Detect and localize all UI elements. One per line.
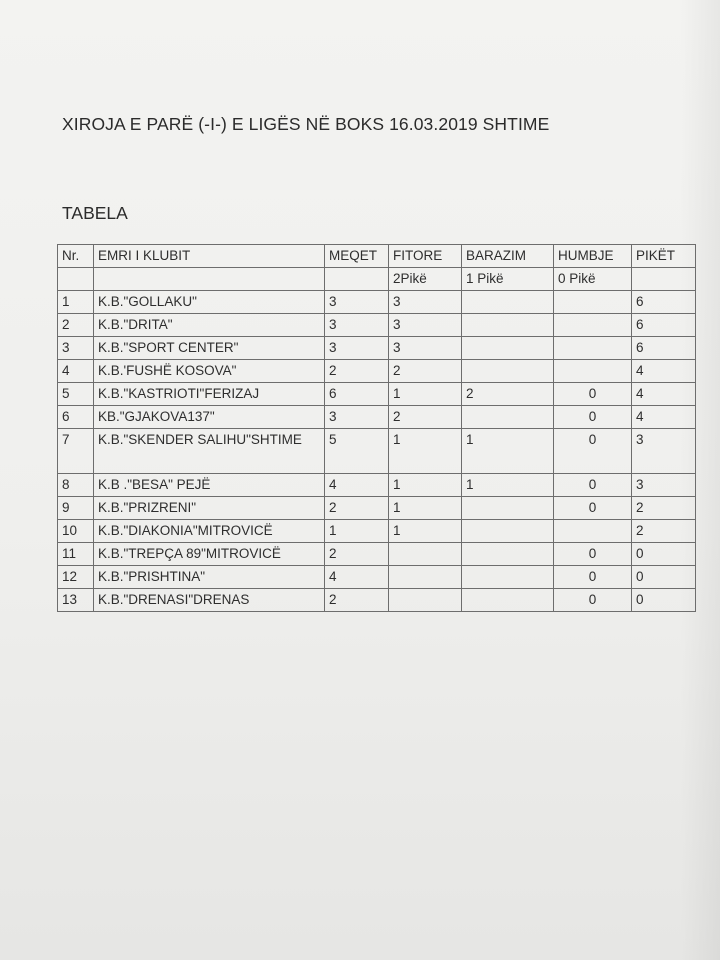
subheader-draws-points: 1 Pikë — [462, 268, 554, 291]
cell-points: 3 — [632, 474, 696, 497]
cell-draws — [462, 589, 554, 612]
cell-wins: 1 — [389, 497, 462, 520]
cell-nr: 8 — [58, 474, 94, 497]
cell-points: 2 — [632, 497, 696, 520]
cell-nr: 6 — [58, 406, 94, 429]
cell-club-name: K.B."PRISHTINA" — [94, 566, 325, 589]
cell-nr: 10 — [58, 520, 94, 543]
cell-nr: 3 — [58, 337, 94, 360]
cell-draws — [462, 497, 554, 520]
cell-wins — [389, 566, 462, 589]
cell-losses: 0 — [554, 497, 632, 520]
cell-matches: 5 — [325, 429, 389, 474]
cell-nr: 4 — [58, 360, 94, 383]
cell-draws: 2 — [462, 383, 554, 406]
table-row — [58, 589, 696, 612]
cell-nr: 1 — [58, 291, 94, 314]
cell-points: 0 — [632, 589, 696, 612]
document-title: XIROJA E PARË (-I-) E LIGËS NË BOKS 16.03.2019 SHTIME — [62, 114, 550, 134]
cell-nr: 5 — [58, 383, 94, 406]
cell-wins: 1 — [389, 383, 462, 406]
cell-wins: 2 — [389, 406, 462, 429]
table-row — [58, 566, 696, 589]
document-subtitle: TABELA — [62, 203, 128, 223]
cell-losses — [554, 337, 632, 360]
cell-draws — [462, 406, 554, 429]
cell-club-name: K.B."PRIZRENI" — [94, 497, 325, 520]
table-row — [58, 383, 696, 406]
cell-club-name: K.B."SPORT CENTER" — [94, 337, 325, 360]
header-wins: FITORE — [389, 245, 462, 268]
cell-club-name: KB."GJAKOVA137" — [94, 406, 325, 429]
cell-club-name: K.B ."BESA" PEJË — [94, 474, 325, 497]
cell-points: 2 — [632, 520, 696, 543]
cell-losses: 0 — [554, 406, 632, 429]
cell-wins: 1 — [389, 429, 462, 474]
cell-losses — [554, 314, 632, 337]
subheader-matches — [325, 268, 389, 291]
cell-wins: 1 — [389, 520, 462, 543]
cell-matches: 6 — [325, 383, 389, 406]
cell-club-name: K.B."SKENDER SALIHU"SHTIME — [94, 429, 325, 474]
cell-draws — [462, 291, 554, 314]
table-row — [58, 543, 696, 566]
subheader-row — [58, 268, 696, 291]
header-points: PIKËT — [632, 245, 696, 268]
cell-wins: 3 — [389, 314, 462, 337]
cell-draws: 1 — [462, 474, 554, 497]
cell-nr: 2 — [58, 314, 94, 337]
cell-wins: 1 — [389, 474, 462, 497]
cell-matches: 3 — [325, 314, 389, 337]
cell-wins — [389, 543, 462, 566]
cell-matches: 3 — [325, 406, 389, 429]
cell-matches: 2 — [325, 543, 389, 566]
cell-draws — [462, 337, 554, 360]
cell-draws — [462, 360, 554, 383]
cell-points: 0 — [632, 543, 696, 566]
cell-points: 3 — [632, 429, 696, 474]
cell-points: 0 — [632, 566, 696, 589]
cell-matches: 4 — [325, 566, 389, 589]
cell-nr: 11 — [58, 543, 94, 566]
cell-losses: 0 — [554, 429, 632, 474]
cell-draws — [462, 543, 554, 566]
subheader-losses-points: 0 Pikë — [554, 268, 632, 291]
cell-points: 4 — [632, 406, 696, 429]
header-club-name: EMRI I KLUBIT — [94, 245, 325, 268]
header-matches: MEQET — [325, 245, 389, 268]
cell-draws — [462, 314, 554, 337]
cell-draws: 1 — [462, 429, 554, 474]
table-row — [58, 474, 696, 497]
cell-losses: 0 — [554, 589, 632, 612]
cell-matches: 2 — [325, 589, 389, 612]
table-row — [58, 429, 696, 474]
cell-wins — [389, 589, 462, 612]
cell-points: 6 — [632, 314, 696, 337]
header-nr: Nr. — [58, 245, 94, 268]
cell-matches: 4 — [325, 474, 389, 497]
cell-club-name: K.B."KASTRIOTI"FERIZAJ — [94, 383, 325, 406]
header-losses: HUMBJE — [554, 245, 632, 268]
cell-matches: 3 — [325, 337, 389, 360]
table-row — [58, 314, 696, 337]
header-draws: BARAZIM — [462, 245, 554, 268]
cell-club-name: K.B."GOLLAKU" — [94, 291, 325, 314]
cell-club-name: K.B."DRITA" — [94, 314, 325, 337]
cell-draws — [462, 566, 554, 589]
table-row — [58, 497, 696, 520]
cell-losses — [554, 360, 632, 383]
cell-nr: 12 — [58, 566, 94, 589]
cell-wins: 2 — [389, 360, 462, 383]
subheader-points — [632, 268, 696, 291]
cell-nr: 7 — [58, 429, 94, 474]
cell-wins: 3 — [389, 337, 462, 360]
table-row — [58, 360, 696, 383]
cell-draws — [462, 520, 554, 543]
cell-matches: 3 — [325, 291, 389, 314]
cell-matches: 2 — [325, 360, 389, 383]
cell-nr: 9 — [58, 497, 94, 520]
cell-points: 4 — [632, 360, 696, 383]
cell-wins: 3 — [389, 291, 462, 314]
table-row — [58, 406, 696, 429]
cell-club-name: K.B."TREPÇA 89"MITROVICË — [94, 543, 325, 566]
table-row — [58, 520, 696, 543]
cell-club-name: K.B."DRENASI"DRENAS — [94, 589, 325, 612]
subheader-wins-points: 2Pikë — [389, 268, 462, 291]
cell-club-name: K.B."DIAKONIA"MITROVICË — [94, 520, 325, 543]
standings-table — [57, 244, 696, 612]
subheader-club-name — [94, 268, 325, 291]
cell-points: 6 — [632, 291, 696, 314]
cell-losses: 0 — [554, 566, 632, 589]
cell-losses: 0 — [554, 383, 632, 406]
cell-matches: 1 — [325, 520, 389, 543]
table-row — [58, 337, 696, 360]
cell-nr: 13 — [58, 589, 94, 612]
cell-losses: 0 — [554, 474, 632, 497]
header-row — [58, 245, 696, 268]
subheader-nr — [58, 268, 94, 291]
table-row — [58, 291, 696, 314]
cell-losses — [554, 291, 632, 314]
cell-matches: 2 — [325, 497, 389, 520]
cell-points: 4 — [632, 383, 696, 406]
cell-losses: 0 — [554, 543, 632, 566]
cell-points: 6 — [632, 337, 696, 360]
cell-losses — [554, 520, 632, 543]
cell-club-name: K.B.'FUSHË KOSOVA" — [94, 360, 325, 383]
